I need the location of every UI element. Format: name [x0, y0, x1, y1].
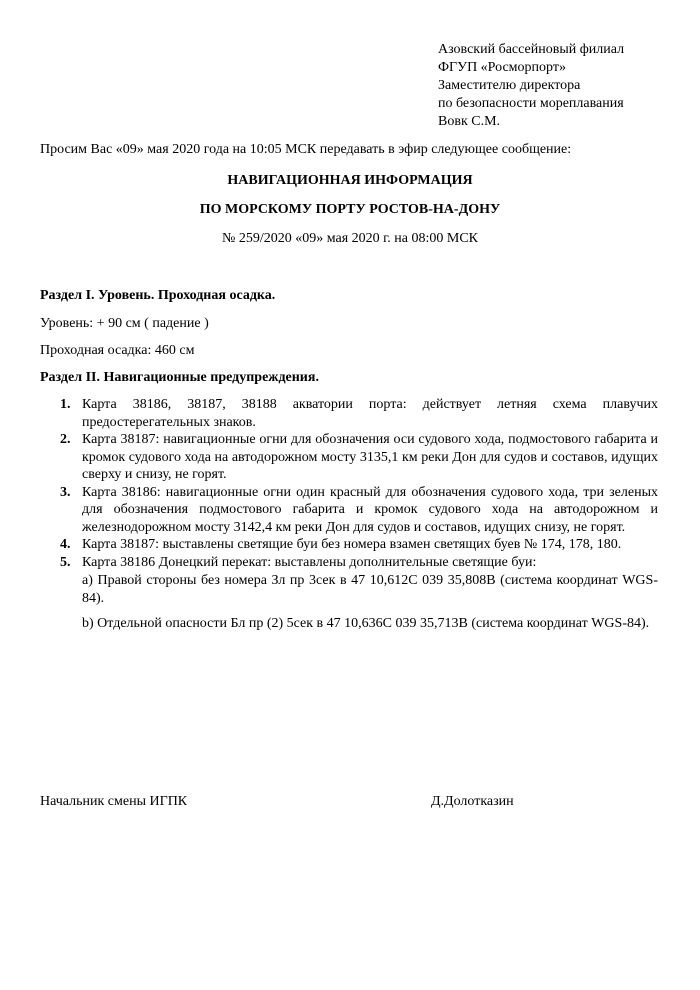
addressee-line: по безопасности мореплавания [438, 96, 624, 111]
item-number: 1. [60, 397, 71, 412]
signature-position: Начальник смены ИГПК [40, 794, 188, 809]
addressee-line: Азовский бассейновый филиал [438, 42, 625, 57]
list-item [40, 484, 658, 537]
addressee-block [438, 41, 624, 131]
signature-name: Д.Долотказин [431, 794, 514, 809]
list-item [40, 554, 658, 572]
level-value: Уровень: + 90 см ( падение ) [40, 316, 209, 331]
issue-line: № 259/2020 «09» мая 2020 г. на 08:00 МСК [221, 231, 479, 246]
item-number: 5. [60, 554, 71, 570]
request-text: Просим Вас «09» мая 2020 года на 10:05 МСК передавать в эфир следующее сообщение: [40, 142, 572, 157]
addressee-line: ФГУП «Росморпорт» [438, 60, 566, 75]
addressee-line: Заместителю директора [438, 78, 581, 93]
item-number: 3. [60, 484, 71, 500]
subitem-b: b) Отдельной опасности Бл пр (2) 5сек в 47 10,636С 039 35,713В (система координат WGS-84). [82, 616, 650, 631]
list-item [40, 431, 658, 484]
section2-heading: Раздел II. Навигационные предупреждения. [40, 370, 319, 385]
item-text: Карта 38186, 38187, 38188 акватории порта: действует летняя схема плавучих предостерегательных знаков. [82, 397, 658, 430]
subitem-a: а) Правой стороны без номера Зл пр 3сек в 47 10,612С 039 35,808В (система координат WGS-84). [82, 573, 658, 606]
section1-heading: Раздел I. Уровень. Проходная осадка. [40, 288, 276, 303]
list-item [40, 396, 658, 431]
item-number: 4. [60, 537, 71, 552]
document-title: НАВИГАЦИОННАЯ ИНФОРМАЦИЯ [227, 173, 473, 188]
item-text: Карта 38186: навигационные огни один красный для обозначения судового хода, три зеленых для обозначения подмостового габарита и кромок судового хода на автодорожном и железнодорожном мосту 3142,4 км реки Дон для судов и составов, идущих снизу, не горят. [82, 484, 658, 535]
warnings-list [40, 396, 658, 571]
item-text: Карта 38186 Донецкий перекат: выставлены дополнительные светящие буи: [82, 554, 537, 570]
document-subtitle: ПО МОРСКОМУ ПОРТУ РОСТОВ-НА-ДОНУ [199, 202, 501, 217]
draft-value: Проходная осадка: 460 см [40, 343, 195, 358]
addressee-line: Вовк С.М. [438, 114, 501, 129]
item-text: Карта 38187: навигационные огни для обозначения оси судового хода, подмостового габарита и кромок судового хода на автодорожном мосту 3135,1 км реки Дон для судов и составов, идущих сверху и снизу, не горят. [82, 432, 658, 482]
list-item [40, 536, 658, 554]
item-text: Карта 38187: выставлены светящие буи без номера взамен светящих буев № 174, 178, 180. [82, 537, 622, 552]
item-number: 2. [60, 432, 71, 447]
